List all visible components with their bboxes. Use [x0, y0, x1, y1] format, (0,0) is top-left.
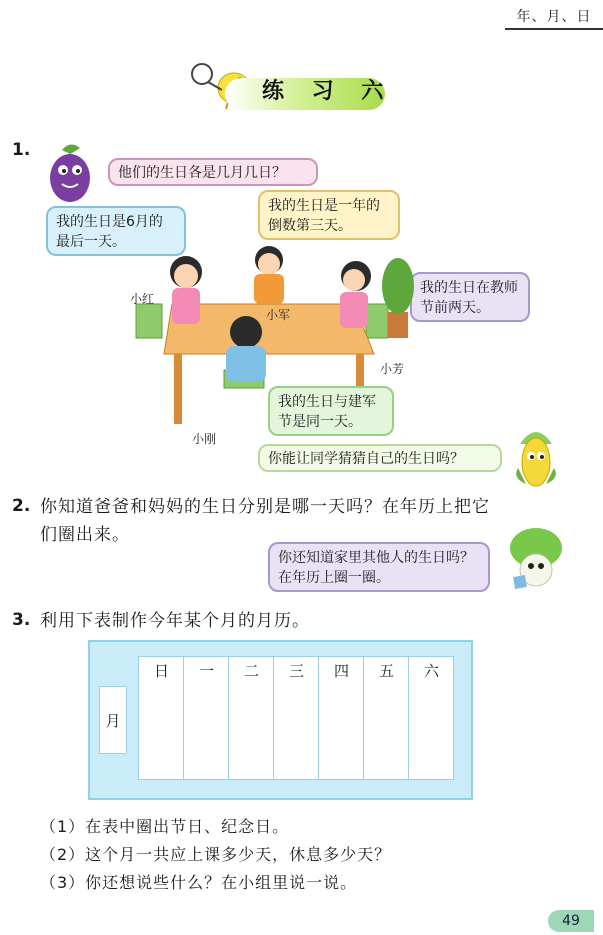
weekday-header-thu: 四	[333, 662, 349, 680]
label-xiaofang: 小芳	[380, 362, 405, 376]
q2-speech-bubble: 你还知道家里其他人的生日吗？在年历上圈一圈。	[268, 542, 490, 592]
xiaohong-speech-bubble: 我的生日是6月的最后一天。	[46, 206, 186, 256]
q1-number: 1.	[12, 140, 31, 160]
label-xiaohong: 小红	[130, 292, 155, 306]
q3-number: 3.	[12, 610, 31, 630]
label-xiaogang: 小刚	[192, 432, 217, 446]
weekday-header-wed: 三	[288, 662, 304, 680]
weekday-header-mon: 一	[198, 662, 214, 680]
corn-speech-bubble: 你能让同学猜猜自己的生日吗？	[258, 444, 502, 472]
xiaojun-speech-bubble: 我的生日是一年的倒数第三天。	[258, 190, 400, 240]
weekday-header-fri: 五	[378, 662, 394, 680]
q2-line-1: 你知道爸爸和妈妈的生日分别是哪一天吗？在年历上把它	[40, 497, 490, 517]
q3-sub-3: （3）你还想说些什么？在小组里说一说。	[40, 873, 358, 892]
q3-sub-2: （2）这个月一共应上课多少天，休息多少天？	[40, 845, 392, 864]
label-xiaojun: 小军	[266, 308, 291, 322]
eggplant-speech-bubble: 他们的生日各是几月几日？	[108, 158, 318, 186]
weekday-header-sat: 六	[423, 662, 439, 680]
q3-text: 利用下表制作今年某个月的月历。	[40, 611, 310, 631]
month-label-box: 月	[99, 686, 127, 754]
xiaogang-speech-bubble: 我的生日与建军节是同一天。	[268, 386, 394, 436]
weekday-header-sun: 日	[153, 662, 169, 680]
cabbage-mascot-icon	[500, 526, 570, 596]
eggplant-mascot-icon	[40, 140, 100, 206]
page-title: 练 习 六	[262, 79, 394, 104]
q2-line-2: 们圈出来。	[40, 525, 130, 545]
calendar-template-grid	[138, 656, 454, 780]
xiaofang-speech-bubble: 我的生日在教师节前两天。	[410, 272, 530, 322]
weekday-header-tue: 二	[243, 662, 259, 680]
q2-number: 2.	[12, 496, 31, 516]
page-number: 49	[548, 910, 594, 932]
q3-sub-1: （1）在表中圈出节日、纪念日。	[40, 817, 290, 836]
corn-mascot-icon	[506, 424, 566, 490]
chapter-header: 年、月、日	[505, 6, 603, 30]
